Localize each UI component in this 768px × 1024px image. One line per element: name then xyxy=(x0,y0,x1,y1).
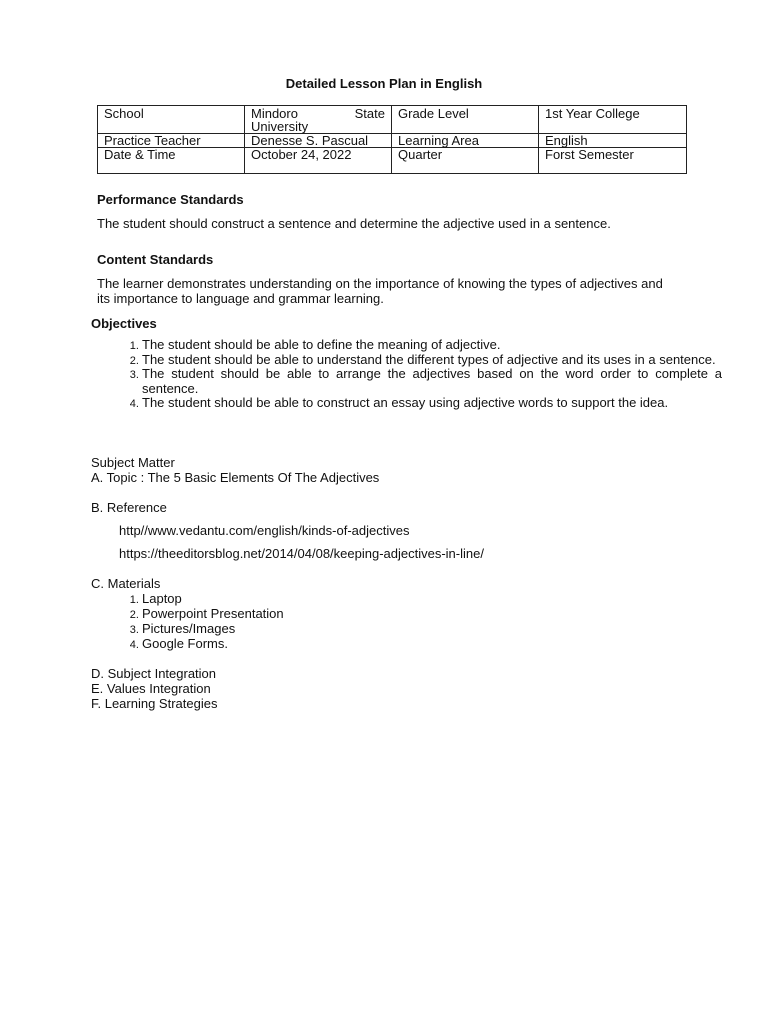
list-item: 3. Pictures/Images xyxy=(142,621,284,636)
school-value xyxy=(245,106,392,134)
date-time-value: October 24, 2022 xyxy=(245,148,392,174)
grade-level-value: 1st Year College xyxy=(539,106,687,134)
school-value-line2: University xyxy=(251,119,309,134)
school-value-line1: Mindoro State xyxy=(251,106,385,121)
materials-heading: C. Materials xyxy=(91,576,161,591)
list-item: 3. The student should be able to arrange the adjectives based on the word order to complete a sentence. xyxy=(142,367,722,396)
list-item: 4. Google Forms. xyxy=(142,636,284,651)
list-item: 1. Laptop xyxy=(142,591,284,606)
list-item: 1. The student should be able to define the meaning of adjective. xyxy=(142,338,722,353)
date-time-label: Date & Time xyxy=(98,148,245,174)
learning-area-label: Learning Area xyxy=(392,134,539,148)
reference-link-2: https://theeditorsblog.net/2014/04/08/keeping-adjectives-in-line/ xyxy=(119,546,484,561)
subject-matter-heading: Subject Matter xyxy=(91,455,175,470)
learning-area-value: English xyxy=(539,134,687,148)
list-item: 2. Powerpoint Presentation xyxy=(142,606,284,621)
reference-heading: B. Reference xyxy=(91,500,167,515)
document-title: Detailed Lesson Plan in English xyxy=(285,76,483,91)
reference-link-1: http//www.vedantu.com/english/kinds-of-adjectives xyxy=(119,523,410,538)
list-item: 2. The student should be able to understand the different types of adjective and its uses in a sentence. xyxy=(142,353,722,368)
grade-level-label: Grade Level xyxy=(392,106,539,134)
quarter-label: Quarter xyxy=(392,148,539,174)
performance-standards-heading: Performance Standards xyxy=(97,192,244,207)
performance-standards-text: The student should construct a sentence and determine the adjective used in a sentence. xyxy=(97,216,611,231)
school-label: School xyxy=(98,106,245,134)
content-standards-text: The learner demonstrates understanding on the importance of knowing the types of adjectives and its importance to language and grammar learning. xyxy=(97,276,663,306)
materials-list xyxy=(97,591,284,651)
table-row xyxy=(98,148,687,174)
objectives-heading: Objectives xyxy=(91,316,157,331)
subject-integration-line: D. Subject Integration xyxy=(91,666,217,681)
topic-line: A. Topic : The 5 Basic Elements Of The Adjectives xyxy=(91,470,380,485)
learning-strategies-line: F. Learning Strategies xyxy=(91,696,218,711)
practice-teacher-label: Practice Teacher xyxy=(98,134,245,148)
content-standards-heading: Content Standards xyxy=(97,252,214,267)
lesson-info-table xyxy=(97,105,687,174)
objectives-list xyxy=(97,338,722,411)
quarter-value: Forst Semester xyxy=(539,148,687,174)
practice-teacher-value: Denesse S. Pascual xyxy=(245,134,392,148)
table-row xyxy=(98,106,687,134)
table-row xyxy=(98,134,687,148)
values-integration-line: E. Values Integration xyxy=(91,681,211,696)
list-item: 4. The student should be able to construct an essay using adjective words to support the idea. xyxy=(142,396,722,411)
